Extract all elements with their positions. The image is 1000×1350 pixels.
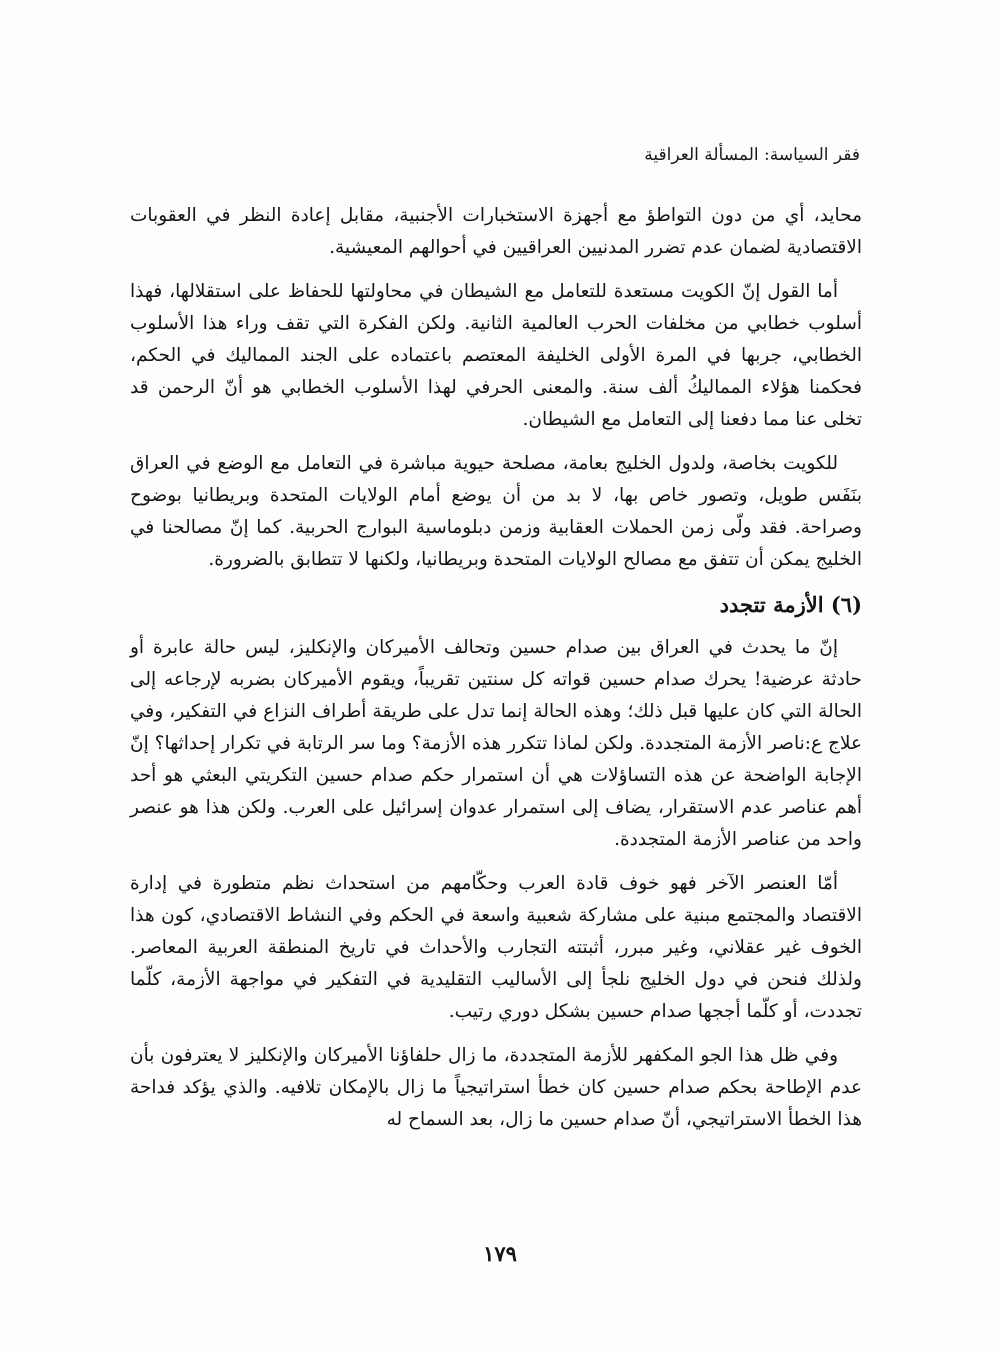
body-paragraph: محايد، أي من دون التواطؤ مع أجهزة الاستخبارات الأجنبية، مقابل إعادة النظر في العقوبات الاقتصادية لضمان عدم تضرر المدنيين العراقيين في أحوالهم المعيشية. xyxy=(130,205,862,258)
page-body xyxy=(130,200,862,1148)
running-header: فقر السياسة: المسألة العراقية xyxy=(644,145,860,165)
body-paragraph: وفي ظل هذا الجو المكفهر للأزمة المتجددة، ما زال حلفاؤنا الأميركان والإنكليز لا يعترفون بأن عدم الإطاحة بحكم صدام حسين كان خطأ استراتيجياً ما زال بالإمكان تلافيه. والذي يؤكد فداحة هذا الخطأ الاستراتيجي، أنّ صدام حسين ما زال، بعد السماح له xyxy=(130,1045,862,1130)
body-paragraph: أمّا العنصر الآخر فهو خوف قادة العرب وحكّامهم من استحداث نظم متطورة في إدارة الاقتصاد والمجتمع مبنية على مشاركة شعبية واسعة في الحكم وفي النشاط الاقتصادي، كون هذا الخوف غير عقلاني، وغير مبرر، أثبتته التجارب والأحداث في تاريخ المنطقة العربية المعاصر. ولذلك فنحن في دول الخليج نلجأ إلى الأساليب التقليدية في التفكير في مواجهة الأزمة، كلّما تجددت، أو كلّما أججها صدام حسين بشكل دوري رتيب. xyxy=(130,873,862,1022)
body-paragraph: إنّ ما يحدث في العراق بين صدام حسين وتحالف الأميركان والإنكليز، ليس حالة عابرة أو حادثة عرضية! يحرك صدام حسين قواته كل سنتين تقريباً، ويقوم الأميركان بضربه لإرجاعه إلى الحالة التي كان عليها قبل ذلك؛ وهذه الحالة إنما تدل على طريقة أطراف النزاع في التفكير، وفي علاج ع:ناصر الأزمة المتجددة. ولكن لماذا تتكرر هذه الأزمة؟ وما سر الرتابة في تكرار إحداثها؟ إنّ الإجابة الواضحة عن هذه التساؤلات هي أن استمرار حكم صدام حسين التكريتي البعثي هو أحد أهم عناصر عدم الاستقرار، يضاف إلى استمرار عدوان إسرائيل على العرب. ولكن هذا هو عنصر واحد من عناصر الأزمة المتجددة. xyxy=(130,637,862,850)
page-number: ١٧٩ xyxy=(483,1241,517,1266)
body-paragraph: للكويت بخاصة، ولدول الخليج بعامة، مصلحة حيوية مباشرة في التعامل مع الوضع في العراق بنَفَس طويل، وتصور خاص بها، لا بد من أن يوضع أمام الولايات المتحدة وبريطانيا بوضوح وصراحة. فقد ولّى زمن الحملات العقابية وزمن دبلوماسية البوارج الحربية. كما إنّ مصالحنا في الخليج يمكن أن تتفق مع مصالح الولايات المتحدة وبريطانيا، ولكنها لا تتطابق بالضرورة. xyxy=(130,453,862,570)
body-paragraph: أما القول إنّ الكويت مستعدة للتعامل مع الشيطان في محاولتها للحفاظ على استقلالها، فهذا أسلوب خطابي من مخلفات الحرب العالمية الثانية. ولكن الفكرة التي تقف وراء هذا الأسلوب الخطابي، جربها في المرة الأولى الخليفة المعتصم باعتماده على الجند المماليك في الحكم، فحكمنا هؤلاء المماليكُ ألف سنة. والمعنى الحرفي لهذا الأسلوب الخطابي هو أنّ الرحمن قد تخلى عنا مما دفعنا إلى التعامل مع الشيطان. xyxy=(130,281,862,430)
section-heading: (٦) الأزمة تتجدد xyxy=(719,592,862,617)
